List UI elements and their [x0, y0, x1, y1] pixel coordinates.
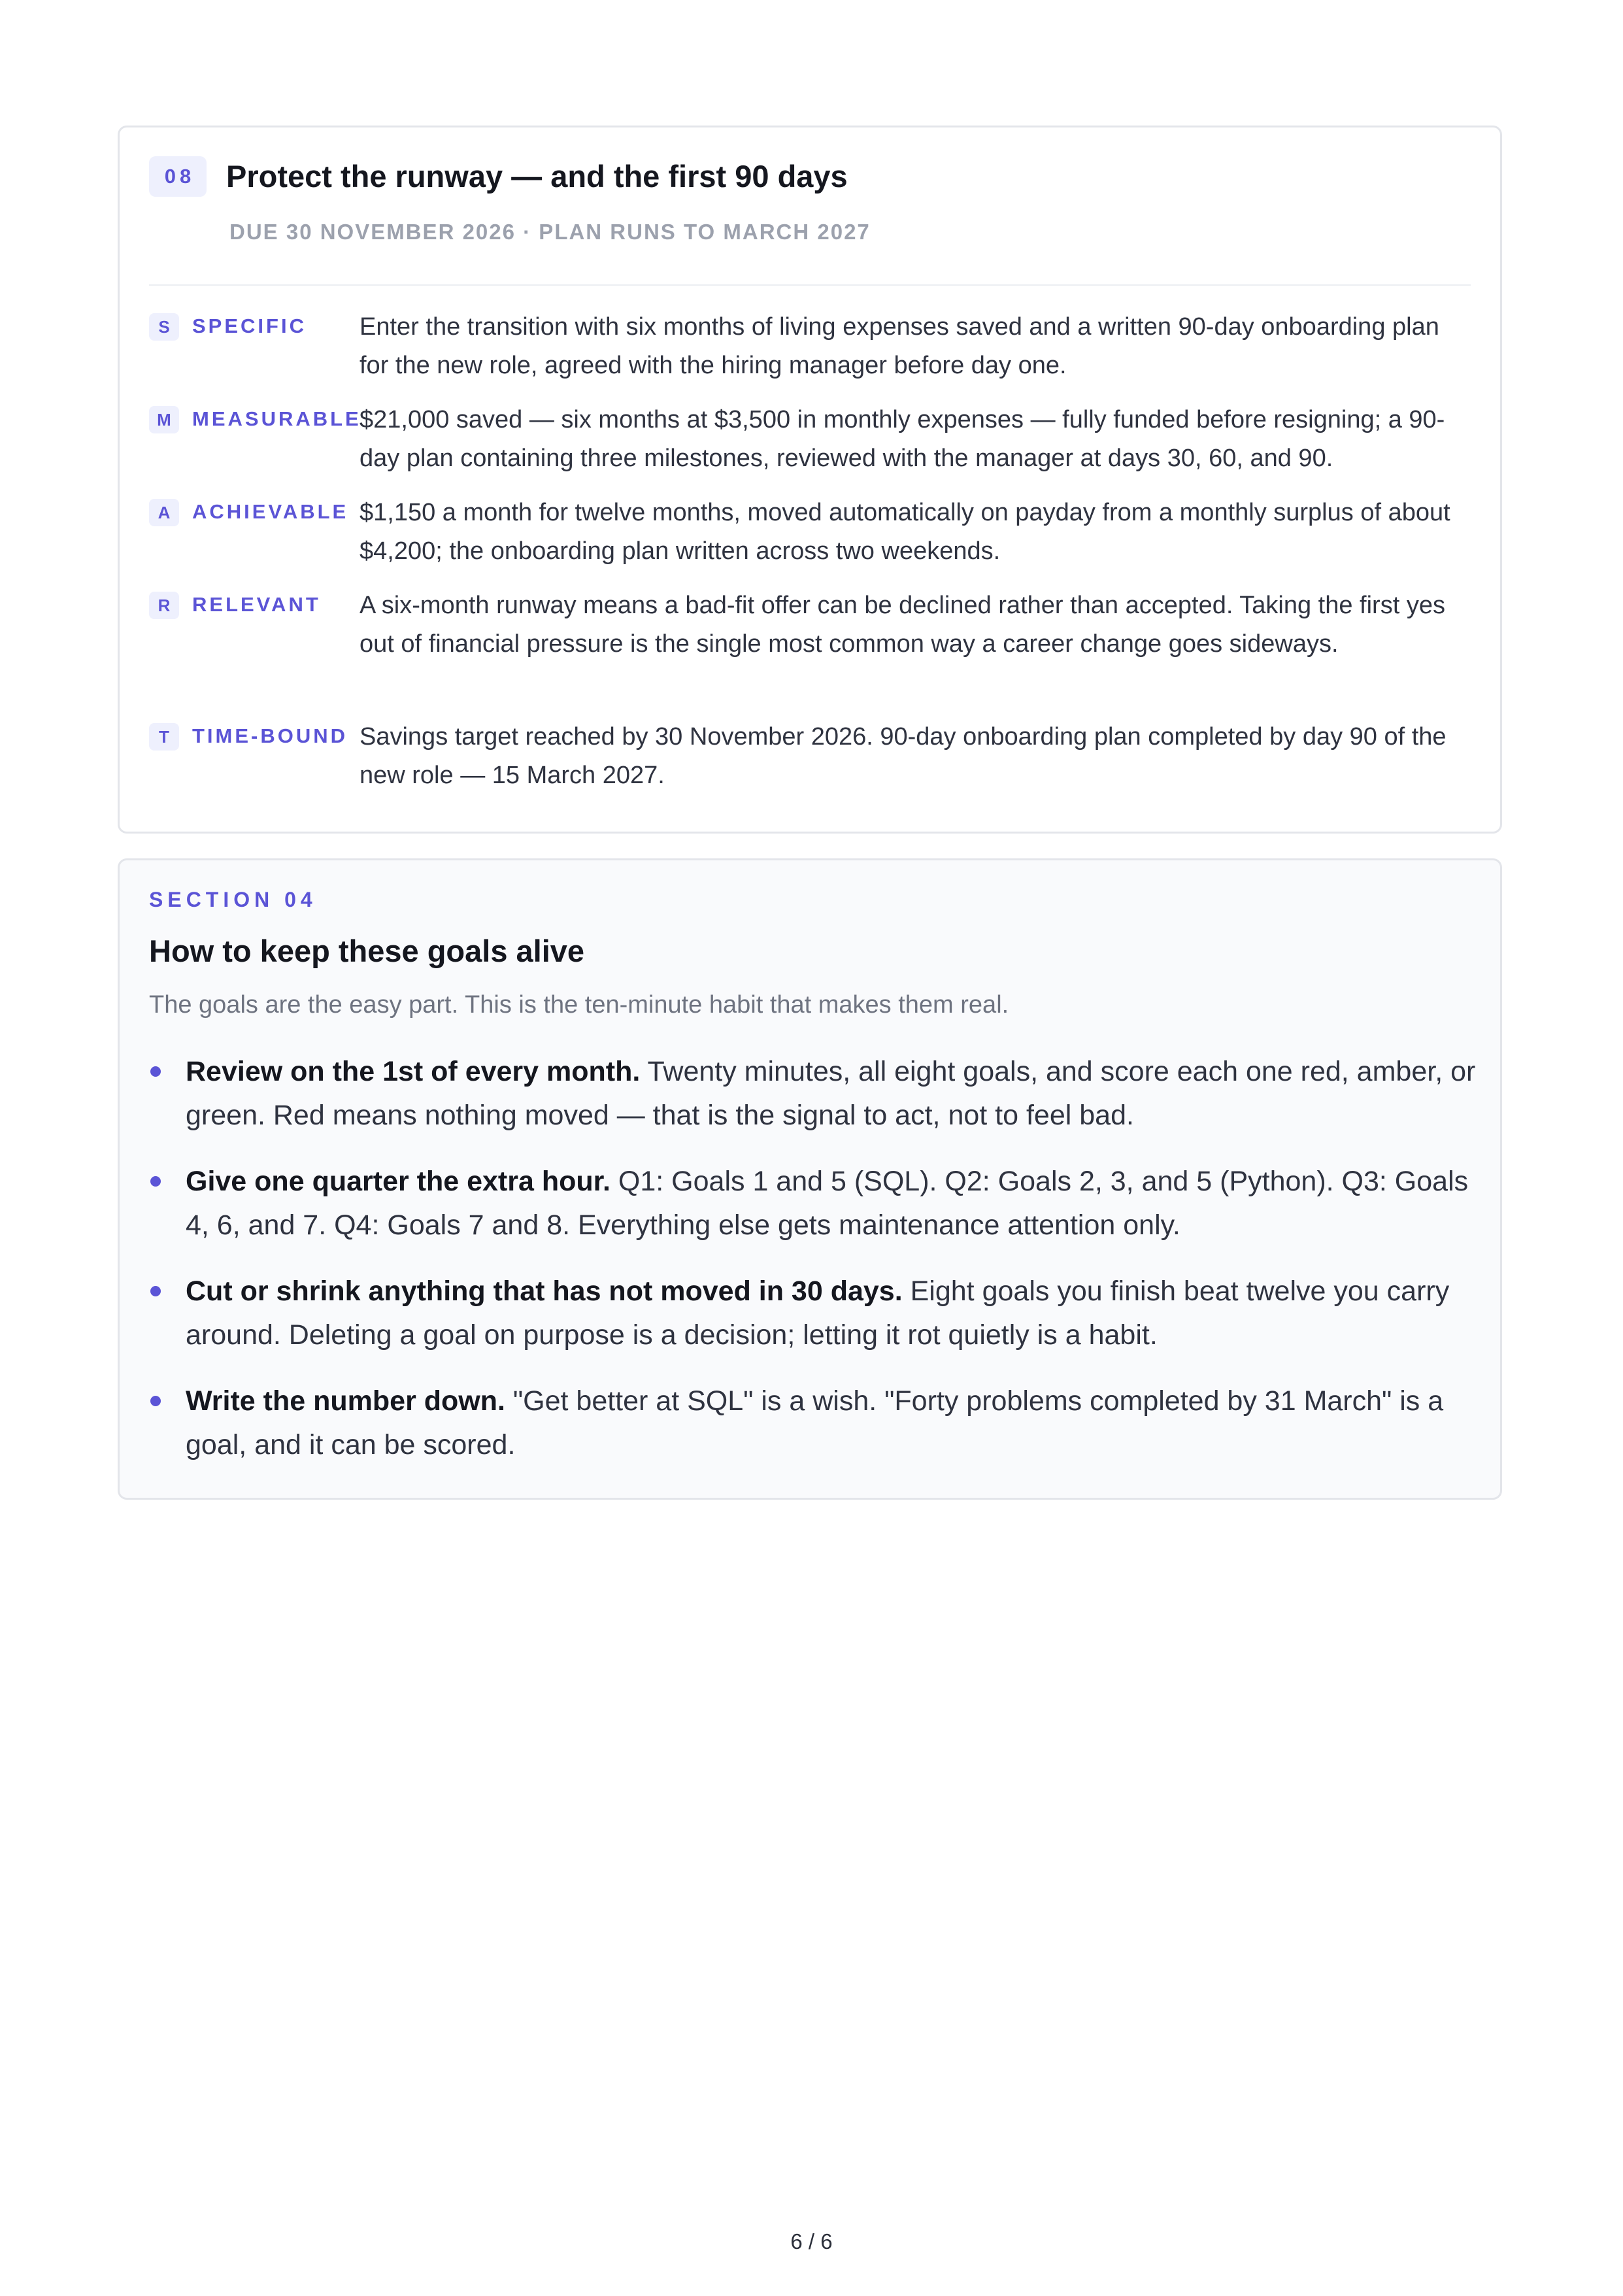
smart-label: RELEVANT — [192, 593, 321, 616]
list-item — [149, 1160, 1476, 1247]
bullet-icon — [150, 1286, 161, 1296]
smart-label: ACHIEVABLE — [192, 500, 349, 523]
goal-number-badge: 08 — [149, 156, 207, 197]
section-eyebrow: SECTION 04 — [149, 888, 317, 911]
tip-text: "Get better at SQL" is a wish. "Forty problems completed by 31 March" is a goal, and it can be scored. — [186, 1385, 1444, 1460]
tip-text: Eight goals you finish beat twelve you carry around. Deleting a goal on purpose is a decision; letting it rot quietly is a habit. — [186, 1275, 1450, 1351]
smart-text: Savings target reached by 30 November 2026. 90-day onboarding plan completed by day 90 of the new role — 15 March 2027. — [360, 723, 1447, 789]
smart-letter-badge: A — [149, 499, 179, 526]
smart-label: TIME-BOUND — [192, 724, 348, 747]
smart-letter-badge: R — [149, 592, 179, 619]
smart-text: A six-month runway means a bad-fit offer can be declined rather than accepted. Taking the first yes out of financial pressure is the single most common way a career change goes sideways. — [360, 592, 1445, 658]
smart-text: Enter the transition with six months of living expenses saved and a written 90-day onboarding plan for the new role, agreed with the hiring manager before day one. — [360, 313, 1439, 379]
goal-title: Protect the runway — and the first 90 days — [226, 159, 848, 194]
tip-lead: Write the number down. — [186, 1385, 505, 1417]
smart-letter-badge: T — [149, 723, 179, 751]
bullet-icon — [150, 1396, 161, 1406]
goal-card — [118, 126, 1502, 834]
list-item — [149, 1050, 1476, 1138]
section-card — [118, 858, 1502, 1500]
smart-text: $1,150 a month for twelve months, moved automatically on payday from a monthly surplus of about $4,200; the onboarding plan written across two weekends. — [360, 499, 1450, 565]
smart-letter-badge: S — [149, 313, 179, 341]
list-item — [149, 1270, 1476, 1357]
tip-lead: Review on the 1st of every month. — [186, 1056, 641, 1087]
bullet-icon — [150, 1176, 161, 1187]
divider — [149, 284, 1471, 286]
goal-due-date: DUE 30 NOVEMBER 2026 · PLAN RUNS TO MARCH 2027 — [229, 220, 871, 244]
smart-text: $21,000 saved — six months at $3,500 in monthly expenses — fully funded before resigning; a 90-day plan containing three milestones, reviewed with the manager at days 30, 60, and 90. — [360, 406, 1445, 472]
smart-label: MEASURABLE — [192, 407, 361, 430]
section-title: How to keep these goals alive — [149, 934, 585, 968]
section-subtitle: The goals are the easy part. This is the ten-minute habit that makes them real. — [149, 991, 1009, 1019]
tip-lead: Give one quarter the extra hour. — [186, 1166, 611, 1197]
smart-letter-badge: M — [149, 406, 179, 433]
tip-text: Twenty minutes, all eight goals, and score each one red, amber, or green. Red means nothing moved — that is the signal to act, not to feel bad. — [186, 1056, 1476, 1131]
page-number: 6 / 6 — [790, 2229, 833, 2254]
smart-label: SPECIFIC — [192, 314, 307, 337]
tip-text: Q1: Goals 1 and 5 (SQL). Q2: Goals 2, 3, and 5 (Python). Q3: Goals 4, 6, and 7. Q4: Goals 7 and 8. Everything else gets maintenance attention only. — [186, 1166, 1469, 1241]
tip-lead: Cut or shrink anything that has not moved in 30 days. — [186, 1275, 903, 1307]
tips-list — [149, 1050, 1476, 1489]
list-item — [149, 1379, 1476, 1467]
bullet-icon — [150, 1066, 161, 1077]
